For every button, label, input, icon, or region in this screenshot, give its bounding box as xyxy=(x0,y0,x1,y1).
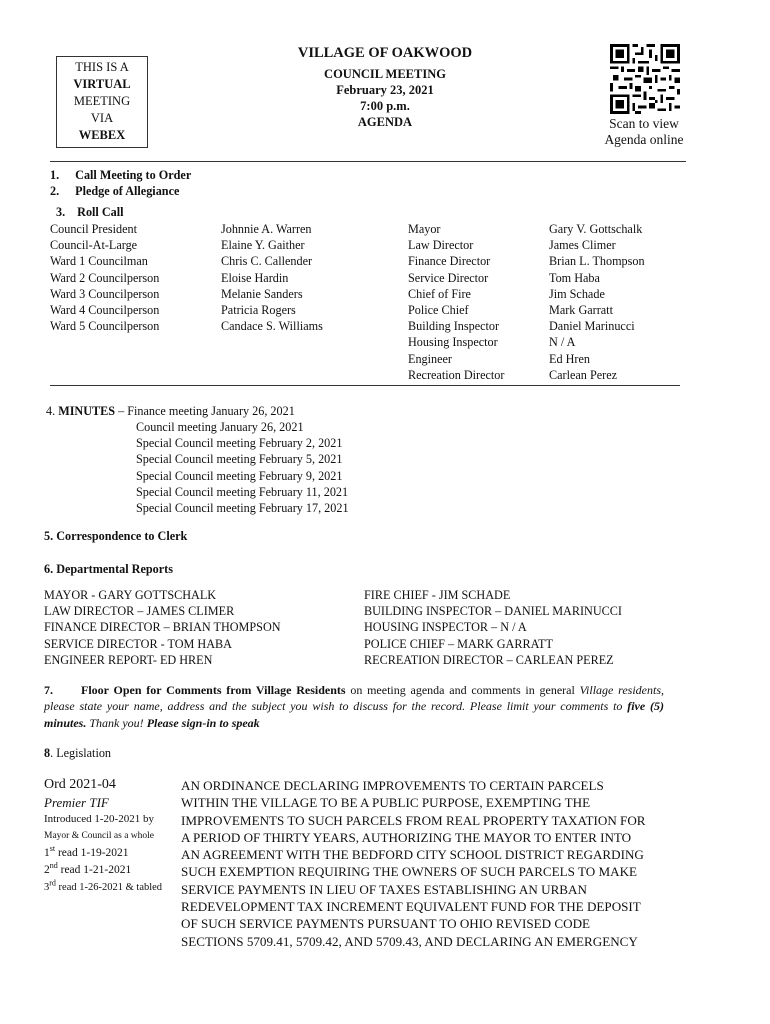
item-text: Village residents, please state your name, address and the subject you wish to discuss for the record. Please limit your comments to xyxy=(44,683,665,714)
meeting-time: 7:00 p.m. xyxy=(360,99,410,113)
divider xyxy=(50,161,686,162)
item-label: MINUTES xyxy=(58,404,116,418)
roll-name: Melanie Sanders xyxy=(221,286,303,301)
first-reading xyxy=(44,845,162,862)
item-number: 8 xyxy=(44,746,51,760)
dept-report: POLICE CHIEF – MARK GARRATT xyxy=(364,636,553,651)
roll-title: Law Director xyxy=(408,238,474,253)
dept-report: FINANCE DIRECTOR – BRIAN THOMPSON xyxy=(44,620,281,635)
item-text: Please sign-in to speak xyxy=(146,715,260,730)
roll-name: Mark Garratt xyxy=(549,303,613,318)
item-label: Roll Call xyxy=(77,205,124,219)
roll-title: Service Director xyxy=(408,270,489,285)
ordinance-line: SUCH EXEMPTION REQUIRING THE OWNERS OF SUCH PARCELS TO MAKE xyxy=(181,864,638,880)
item-text: on meeting agenda and comments in general xyxy=(345,683,580,697)
ordinance-line: SECTIONS 5709.41, 5709.42, AND 5709.43, AND DECLARING AN EMERGENCY xyxy=(181,933,638,949)
agenda-item-4 xyxy=(46,403,295,419)
roll-title: Police Chief xyxy=(408,303,469,318)
notice-line: MEETING xyxy=(73,94,131,108)
ordinance-line: AN AGREEMENT WITH THE BEDFORD CITY SCHOOL DISTRICT REGARDING xyxy=(181,847,644,863)
item-label: Floor Open for Comments from Village Residents xyxy=(81,683,346,697)
dept-report: FIRE CHIEF - JIM SCHADE xyxy=(364,588,511,602)
reading-num: 3 xyxy=(44,882,50,893)
notice-line: VIRTUAL xyxy=(73,77,131,91)
ordinance-text xyxy=(181,777,646,950)
dept-report: ENGINEER REPORT- ED HREN xyxy=(44,652,213,667)
roll-title: Chief of Fire xyxy=(408,286,471,301)
item-number: 1. xyxy=(50,168,60,182)
reading-sup: st xyxy=(49,844,56,854)
item-label: . Legislation xyxy=(50,746,112,760)
dept-report: HOUSING INSPECTOR – N / A xyxy=(364,620,527,635)
staff-titles xyxy=(408,221,504,383)
minutes-entry: Special Council meeting February 17, 2021 xyxy=(136,501,349,516)
item-text: Thank you! xyxy=(86,715,147,730)
divider xyxy=(50,385,680,386)
roll-title: Ward 4 Councilperson xyxy=(50,303,160,318)
ordinance-line: OF SUCH SERVICE PAYMENTS PURSUANT TO OHIO REVISED CODE xyxy=(181,916,591,932)
item-number: 2. xyxy=(50,184,60,198)
agenda-title: AGENDA xyxy=(357,115,413,129)
reading-num: 2 xyxy=(44,864,50,876)
item-number: 7. xyxy=(44,683,53,697)
roll-name: Patricia Rogers xyxy=(221,303,296,318)
minutes-entry: Special Council meeting February 9, 2021 xyxy=(136,468,343,483)
roll-name: Eloise Hardin xyxy=(221,270,289,285)
roll-name: Tom Haba xyxy=(549,270,600,285)
roll-title: Recreation Director xyxy=(408,367,505,382)
notice-line: THIS IS A xyxy=(75,60,129,74)
minutes-list xyxy=(136,419,349,516)
ordinance-line: A PERIOD OF THIRTY YEARS, AUTHORIZING THE MAYOR TO ENTER INTO xyxy=(181,829,632,845)
item-text: five (5) minutes. xyxy=(44,699,664,730)
agenda-item-5: 5. Correspondence to Clerk xyxy=(44,529,188,543)
virtual-meeting-notice xyxy=(56,56,148,148)
council-names xyxy=(221,221,323,334)
roll-title: Ward 2 Councilperson xyxy=(50,270,160,285)
dept-report: BUILDING INSPECTOR – DANIEL MARINUCCI xyxy=(364,604,622,619)
roll-title: Finance Director xyxy=(408,254,491,269)
reading-sup: nd xyxy=(49,861,58,871)
roll-name: Ed Hren xyxy=(549,351,590,366)
roll-title: Council-At-Large xyxy=(50,238,138,253)
roll-name: Candace S. Williams xyxy=(221,319,323,334)
item-number: 3. xyxy=(56,205,66,219)
meeting-date: February 23, 2021 xyxy=(336,83,434,97)
reading-num: 1 xyxy=(44,847,50,859)
roll-title: Ward 1 Councilman xyxy=(50,254,148,269)
minutes-entry: Special Council meeting February 2, 2021 xyxy=(136,436,343,451)
roll-name: Jim Schade xyxy=(549,286,605,301)
agenda-item-6: 6. Departmental Reports xyxy=(44,562,173,576)
meeting-type: COUNCIL MEETING xyxy=(324,67,446,81)
ordinance-line: REDEVELOPMENT TAX INCREMENT EQUIVALENT FUND FOR THE DEPOSIT xyxy=(181,899,641,915)
second-reading xyxy=(44,862,162,879)
roll-title: Building Inspector xyxy=(408,319,500,334)
roll-name: Daniel Marinucci xyxy=(549,319,635,334)
third-reading xyxy=(44,879,162,896)
staff-names xyxy=(549,221,645,383)
roll-name: Chris C. Callender xyxy=(221,254,313,269)
agenda-item-7 xyxy=(44,682,664,731)
dept-report: SERVICE DIRECTOR - TOM HABA xyxy=(44,636,232,651)
ordinance-info xyxy=(44,776,162,896)
qr-code-icon[interactable] xyxy=(610,44,680,114)
notice-line: VIA xyxy=(90,111,114,125)
roll-title: Engineer xyxy=(408,351,452,366)
notice-line: WEBEX xyxy=(78,128,126,142)
item-label: Pledge of Allegiance xyxy=(75,184,180,198)
roll-title: Ward 3 Councilperson xyxy=(50,286,160,301)
ordinance-line: AN ORDINANCE DECLARING IMPROVEMENTS TO CERTAIN PARCELS xyxy=(181,778,604,793)
dash: – xyxy=(115,404,128,418)
reading-date: read 1-21-2021 xyxy=(57,864,132,876)
dept-report: LAW DIRECTOR – JAMES CLIMER xyxy=(44,604,235,619)
item-label: Call Meeting to Order xyxy=(75,168,192,182)
roll-title: Mayor xyxy=(408,222,441,236)
roll-name: Carlean Perez xyxy=(549,367,618,382)
reading-date: read 1-26-2021 & tabled xyxy=(55,882,163,893)
ordinance-name: Premier TIF xyxy=(44,795,109,810)
dept-report: MAYOR - GARY GOTTSCHALK xyxy=(44,588,217,602)
roll-name: Johnnie A. Warren xyxy=(221,222,312,236)
ordinance-introduced: Introduced 1-20-2021 by xyxy=(44,813,154,825)
council-titles xyxy=(50,221,159,334)
qr-caption xyxy=(594,116,694,148)
agenda-item-1 xyxy=(50,167,191,183)
roll-name: James Climer xyxy=(549,238,616,253)
qr-caption-line: Agenda online xyxy=(604,132,684,147)
roll-name: Elaine Y. Gaither xyxy=(221,238,305,253)
dept-report: RECREATION DIRECTOR – CARLEAN PEREZ xyxy=(364,652,614,667)
dept-reports-right xyxy=(364,587,622,668)
ordinance-line: IMPROVEMENTS TO SUCH PARCELS FROM REAL PROPERTY TAXATION FOR xyxy=(181,812,646,828)
village-title: VILLAGE OF OAKWOOD xyxy=(297,45,473,61)
roll-name: N / A xyxy=(549,335,576,350)
minutes-entry: Finance meeting January 26, 2021 xyxy=(127,404,295,418)
ordinance-sponsor: Mayor & Council as a whole xyxy=(44,831,155,841)
agenda-item-2 xyxy=(50,183,179,199)
roll-title: Ward 5 Councilperson xyxy=(50,319,160,334)
minutes-entry: Special Council meeting February 11, 2021 xyxy=(136,484,349,499)
item-number: 4. xyxy=(46,404,56,418)
ordinance-line: SERVICE PAYMENTS IN LIEU OF TAXES ESTABLISHING AN URBAN xyxy=(181,881,587,897)
roll-title: Council President xyxy=(50,222,137,236)
ordinance-number: Ord 2021-04 xyxy=(44,777,116,792)
reading-sup: rd xyxy=(49,878,56,888)
dept-reports-left xyxy=(44,587,281,668)
roll-title: Housing Inspector xyxy=(408,335,498,350)
reading-date: read 1-19-2021 xyxy=(55,847,129,859)
roll-name: Brian L. Thompson xyxy=(549,254,645,269)
ordinance-line: WITHIN THE VILLAGE TO BE A PUBLIC PURPOSE, EXEMPTING THE xyxy=(181,795,591,811)
agenda-item-3 xyxy=(56,204,124,220)
roll-name: Gary V. Gottschalk xyxy=(549,222,643,236)
agenda-item-8 xyxy=(44,745,111,761)
qr-caption-line: Scan to view xyxy=(609,116,679,131)
minutes-entry: Special Council meeting February 5, 2021 xyxy=(136,452,343,467)
minutes-entry: Council meeting January 26, 2021 xyxy=(136,420,304,434)
